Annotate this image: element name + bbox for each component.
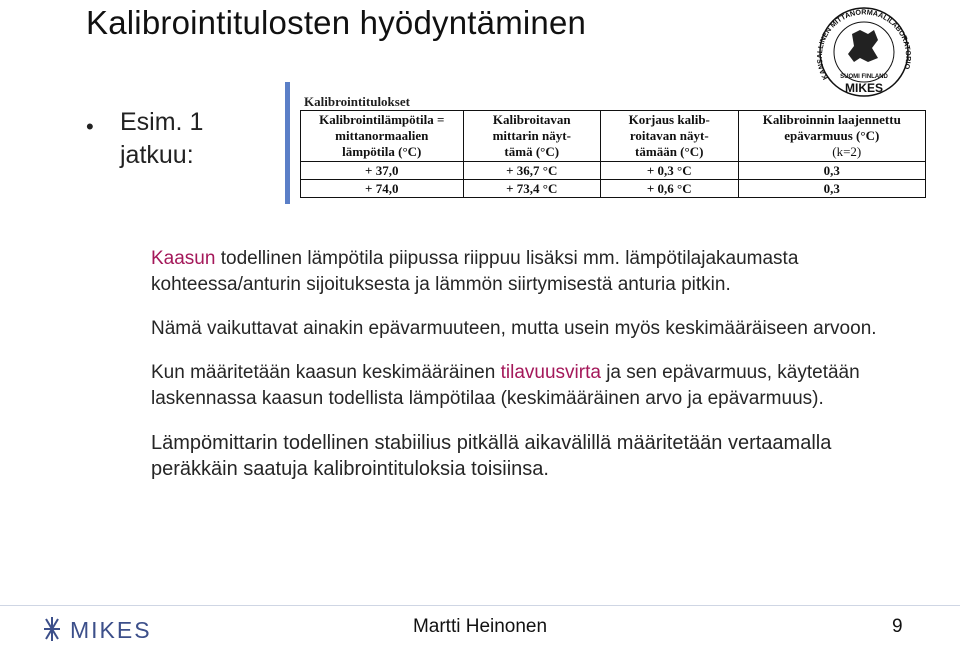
table-row (301, 180, 926, 198)
table-cell: 0,3 (738, 180, 926, 198)
table-cell: + 74,0 (301, 180, 464, 198)
table-cell: 0,3 (738, 162, 926, 180)
bullet-line-2: jatkuu: (120, 141, 194, 169)
header-calibration-temperature: Kalibrointilämpötila = mittanormaalien lämpötila (°C) (301, 111, 464, 162)
bullet-item (120, 106, 203, 172)
bullet-icon: • (86, 114, 94, 139)
paragraph-uncertainty-effect: Nämä vaikuttavat ainakin epävarmuuteen, mutta usein myös keskimääräiseen arvoon. (151, 318, 877, 339)
table-cell: + 37,0 (301, 162, 464, 180)
footer-author: Martti Heinonen (412, 616, 548, 637)
svg-text:KANSALLINEN MITTANORMAALILABOR: KANSALLINEN MITTANORMAALILABORATORIO (814, 7, 914, 82)
svg-text:SUOMI FINLAND: SUOMI FINLAND (840, 74, 888, 80)
table-cell: + 73,4 °C (463, 180, 601, 198)
table-cell: + 0,3 °C (601, 162, 739, 180)
header-correction: Korjaus kalib- roitavan näyt- tämään (°C) (601, 111, 739, 162)
header-meter-reading: Kalibroitavan mittarin näyt- tämä (°C) (463, 111, 601, 162)
slide-body (151, 246, 911, 500)
paragraph-volume-flow: Kun määritetään kaasun keskimääräinen tilavuusvirta ja sen epävarmuus, käytetään laskennassa kaasun todellista lämpötilaa (keskimääräinen arvo ja epävarmuus). (151, 362, 860, 409)
table-row (301, 162, 926, 180)
bullet-line-1: Esim. 1 (120, 108, 204, 136)
highlight-volume-flow: tilavuusvirta (500, 362, 601, 383)
table-header-row (301, 111, 926, 162)
table-cell: + 0,6 °C (601, 180, 739, 198)
paragraph-stability: Lämpömittarin todellinen stabiilius pitkällä aikavälillä määritetään vertaamalla peräkkäin saatuja kalibrointituloksia toisiinsa. (151, 432, 832, 480)
svg-text:MIKES: MIKES (844, 81, 884, 95)
footer-divider (0, 605, 960, 606)
paragraph-gas-temperature: Kaasun todellinen lämpötila piipussa riippuu lisäksi mm. lämpötilajakaumasta kohteessa/anturin sijoituksesta ja lämmön siirtymisestä anturia pitkin. (151, 248, 799, 295)
page-number: 9 (892, 616, 903, 637)
highlight-gas: Kaasun (151, 248, 216, 269)
svg-text:MIKES: MIKES (70, 617, 152, 643)
calibration-results-figure (285, 82, 930, 204)
header-expanded-uncertainty: Kalibroinnin laajennettu epävarmuus (°C) (k=2) (738, 111, 926, 162)
table-cell: + 36,7 °C (463, 162, 601, 180)
table-caption: Kalibrointitulokset (304, 94, 410, 109)
slide-title: Kalibrointitulosten hyödyntäminen (86, 4, 587, 41)
calibration-table (300, 110, 926, 198)
